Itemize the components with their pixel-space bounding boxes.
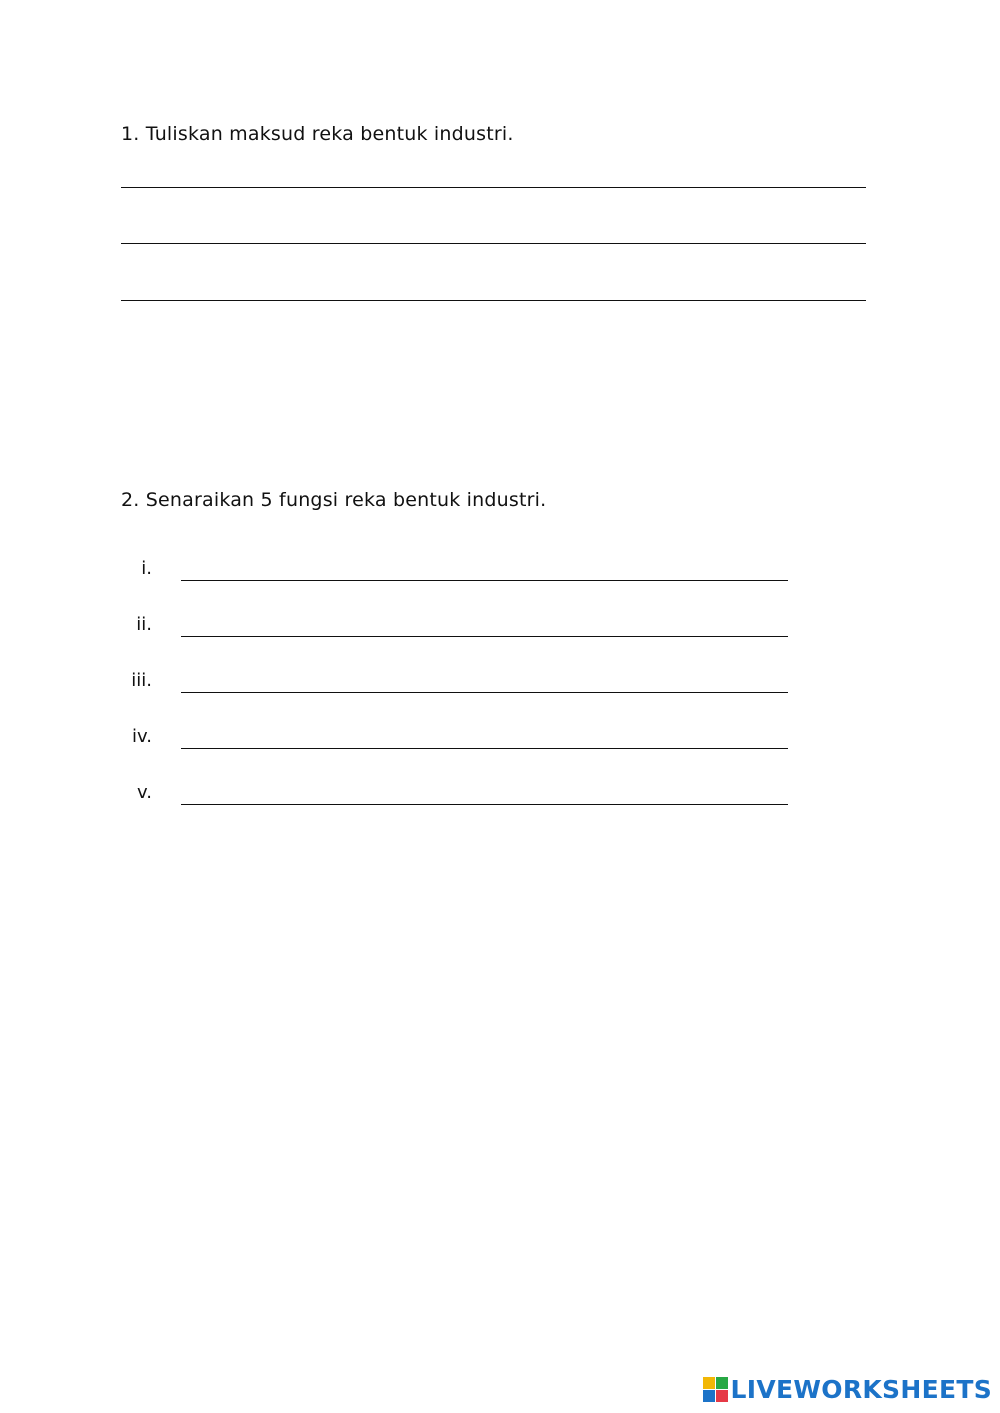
question-1-answer-line-3[interactable]	[121, 300, 866, 301]
item-number: i.	[141, 558, 152, 579]
logo-square	[716, 1390, 728, 1402]
answer-line[interactable]	[181, 748, 788, 749]
item-number: ii.	[136, 614, 152, 635]
liveworksheets-branding	[703, 1373, 992, 1405]
question-1-answer-line-1[interactable]	[121, 187, 866, 188]
list-item	[110, 780, 790, 810]
liveworksheets-logo-icon	[703, 1377, 727, 1401]
logo-square	[703, 1390, 715, 1402]
logo-square	[716, 1377, 728, 1389]
question-1-answer-line-2[interactable]	[121, 243, 866, 244]
answer-line[interactable]	[181, 580, 788, 581]
item-number: v.	[137, 782, 152, 803]
logo-square	[703, 1377, 715, 1389]
question-1-text: 1. Tuliskan maksud reka bentuk industri.	[121, 123, 514, 145]
brand-name: LIVEWORKSHEETS	[730, 1374, 992, 1404]
question-2-text: 2. Senaraikan 5 fungsi reka bentuk industri.	[121, 489, 547, 511]
answer-line[interactable]	[181, 692, 788, 693]
answer-line[interactable]	[181, 636, 788, 637]
item-number: iv.	[132, 726, 152, 747]
list-item	[110, 724, 790, 754]
list-item	[110, 556, 790, 586]
list-item	[110, 668, 790, 698]
list-item	[110, 612, 790, 642]
item-number: iii.	[131, 670, 152, 691]
answer-line[interactable]	[181, 804, 788, 805]
